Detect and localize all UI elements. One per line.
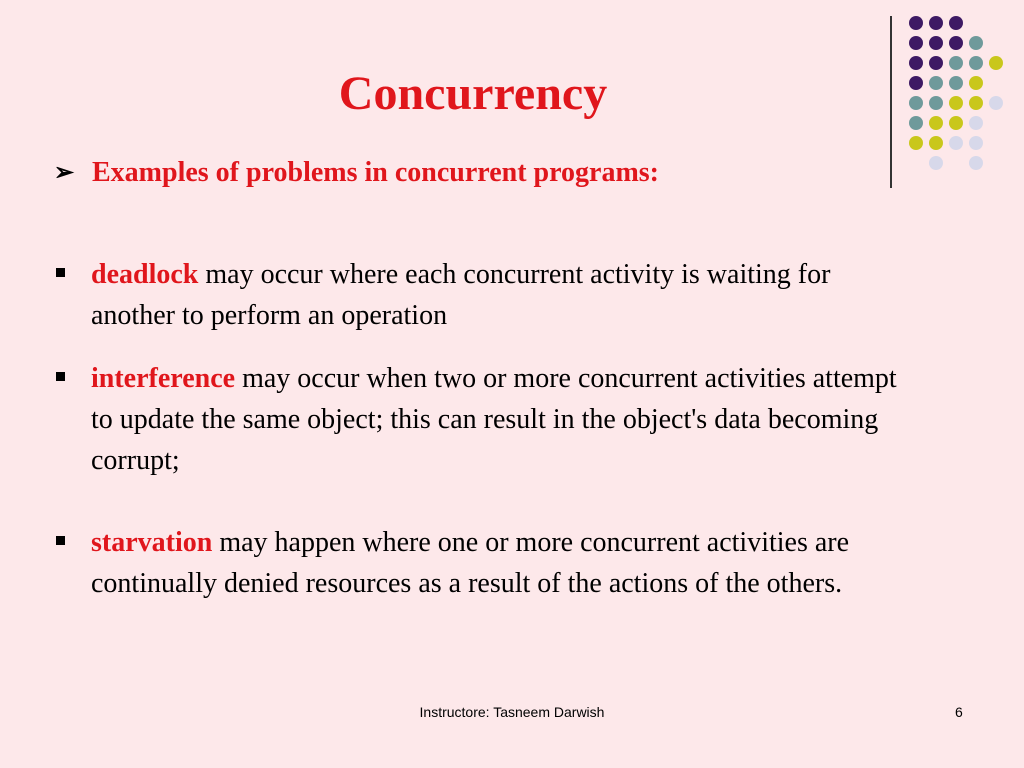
decorative-dot [989, 96, 1003, 110]
square-bullet-icon [56, 268, 65, 277]
list-item [54, 358, 906, 481]
decorative-dot [949, 36, 963, 50]
decorative-dot [969, 56, 983, 70]
bullet-term: starvation [91, 527, 213, 558]
list-item [54, 254, 906, 336]
decorative-dot [989, 56, 1003, 70]
bullet-text [91, 358, 906, 481]
decorative-dot [909, 36, 923, 50]
decorative-dot [949, 96, 963, 110]
section-heading-text: Examples of problems in concurrent programs: [92, 157, 659, 188]
decorative-dot [909, 16, 923, 30]
bullet-text [91, 522, 906, 604]
decorative-dot [949, 16, 963, 30]
decorative-dot [929, 36, 943, 50]
footer-author: Instructore: Tasneem Darwish [419, 704, 605, 720]
page-number: 6 [955, 704, 963, 720]
arrow-bullet-icon: ➢ [54, 160, 75, 186]
decorative-dot [969, 76, 983, 90]
bullet-term: deadlock [91, 259, 199, 290]
bullet-description: may occur where each concurrent activity is waiting for another to perform an operation [91, 259, 831, 331]
slide-title: Concurrency [338, 67, 608, 120]
decorative-dot [909, 136, 923, 150]
decorative-dot [969, 36, 983, 50]
decorative-dot [949, 76, 963, 90]
list-item [54, 522, 906, 604]
decorative-dot [969, 116, 983, 130]
square-bullet-icon [56, 536, 65, 545]
bullet-description: may occur when two or more concurrent activities attempt to update the same object; this can result in the object's data becoming corrupt; [91, 363, 897, 476]
decorative-dot [949, 116, 963, 130]
section-heading [54, 154, 659, 192]
square-bullet-icon [56, 372, 65, 381]
bullet-text [91, 254, 906, 336]
decorative-dot [969, 156, 983, 170]
decorative-dot [949, 56, 963, 70]
decorative-dot [969, 136, 983, 150]
decorative-dot [929, 156, 943, 170]
decorative-dot [929, 16, 943, 30]
bullet-term: interference [91, 363, 236, 394]
bullet-description: may happen where one or more concurrent activities are continually denied resources as a result of the actions of the others. [91, 527, 850, 599]
decorative-dot [929, 136, 943, 150]
decorative-dot [949, 136, 963, 150]
decorative-dot [969, 96, 983, 110]
